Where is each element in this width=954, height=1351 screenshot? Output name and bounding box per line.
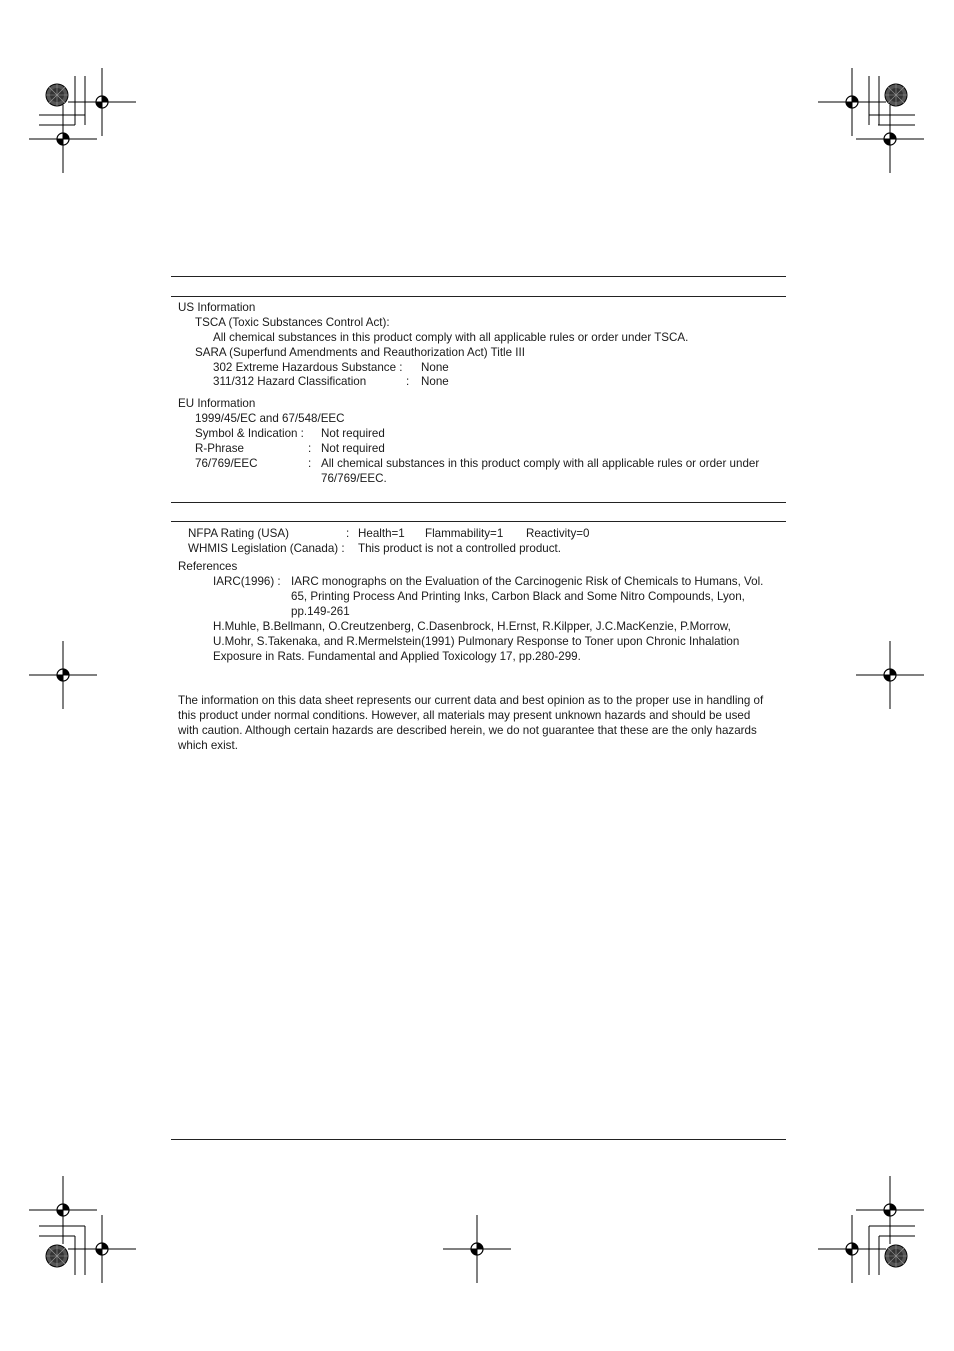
nfpa-colon: : — [346, 527, 350, 540]
crop-mark-mid-right — [856, 641, 924, 709]
tsca-text: All chemical substances in this product comply with all applicable rules or order under TSCA. — [213, 331, 689, 344]
references-heading: References — [178, 560, 238, 573]
hazard-colon: : — [406, 375, 410, 388]
crop-mark-bottom-center — [443, 1215, 511, 1283]
symbol-value: Not required — [321, 427, 385, 440]
crop-mark-bottom-left — [29, 1176, 136, 1283]
section-rule-mid — [171, 502, 786, 503]
rphrase-label: R-Phrase — [195, 442, 244, 455]
rphrase-value: Not required — [321, 442, 385, 455]
eec-colon: : — [308, 457, 312, 470]
nfpa-flammability: Flammability=1 — [425, 527, 504, 540]
crop-mark-bottom-right — [818, 1176, 924, 1283]
eec-value-line-2: 76/769/EEC. — [321, 472, 387, 485]
symbol-label: Symbol & Indication : — [195, 427, 304, 440]
crop-mark-mid-left — [29, 641, 97, 709]
muhle-line-1: H.Muhle, B.Bellmann, O.Creutzenberg, C.Dasenbrock, H.Ernst, R.Kilpper, J.C.MacKenzie, P.Morrow, — [213, 620, 731, 633]
tsca-label: TSCA (Toxic Substances Control Act): — [195, 316, 390, 329]
iarc-line-2: 65, Printing Process And Printing Inks, Carbon Black and Some Nitro Compounds, Lyon, — [291, 590, 745, 603]
muhle-line-3: Exposure in Rats. Fundamental and Applied Toxicology 17, pp.280-299. — [213, 650, 581, 663]
eec-value-line-1: All chemical substances in this product comply with all applicable rules or order under — [321, 457, 760, 470]
section-rule-bottom — [171, 1139, 786, 1140]
muhle-line-2: U.Mohr, S.Takenaka, and R.Mermelstein(1991) Pulmonary Response to Toner upon Chronic Inhalation — [213, 635, 740, 648]
disclaimer-line-2: this product under normal conditions. However, all materials may present unknown hazards and should be used — [178, 709, 751, 722]
iarc-line-1: IARC monographs on the Evaluation of the Carcinogenic Risk of Chemicals to Humans, Vol. — [291, 575, 764, 588]
hazard-value: None — [421, 375, 449, 388]
eu-heading: EU Information — [178, 397, 256, 410]
section-rule-mid-2 — [171, 521, 786, 522]
sara-label: SARA (Superfund Amendments and Reauthorization Act) Title III — [195, 346, 525, 359]
iarc-line-3: pp.149-261 — [291, 605, 350, 618]
nfpa-reactivity: Reactivity=0 — [526, 527, 590, 540]
crop-mark-top-left — [29, 68, 136, 173]
eec-label: 76/769/EEC — [195, 457, 258, 470]
disclaimer-line-4: which exist. — [178, 739, 238, 752]
nfpa-label: NFPA Rating (USA) — [188, 527, 289, 540]
iarc-label: IARC(1996) : — [213, 575, 281, 588]
section-rule-top — [171, 276, 786, 277]
hazard-label: 311/312 Hazard Classification — [213, 375, 367, 388]
us-heading: US Information — [178, 301, 256, 314]
nfpa-health: Health=1 — [358, 527, 405, 540]
disclaimer-line-3: with caution. Although certain hazards are described herein, we do not guarantee that these are the only hazards — [178, 724, 757, 737]
section-rule-top-2 — [171, 296, 786, 297]
ehs-value: None — [421, 361, 449, 374]
whmis-value: This product is not a controlled product. — [358, 542, 561, 555]
disclaimer-line-1: The information on this data sheet represents our current data and best opinion as to the proper use in handling of — [178, 694, 764, 707]
crop-mark-top-right — [818, 68, 924, 173]
whmis-label: WHMIS Legislation (Canada) : — [188, 542, 345, 555]
ehs-label: 302 Extreme Hazardous Substance : — [213, 361, 403, 374]
rphrase-colon: : — [308, 442, 312, 455]
eu-directive: 1999/45/EC and 67/548/EEC — [195, 412, 345, 425]
